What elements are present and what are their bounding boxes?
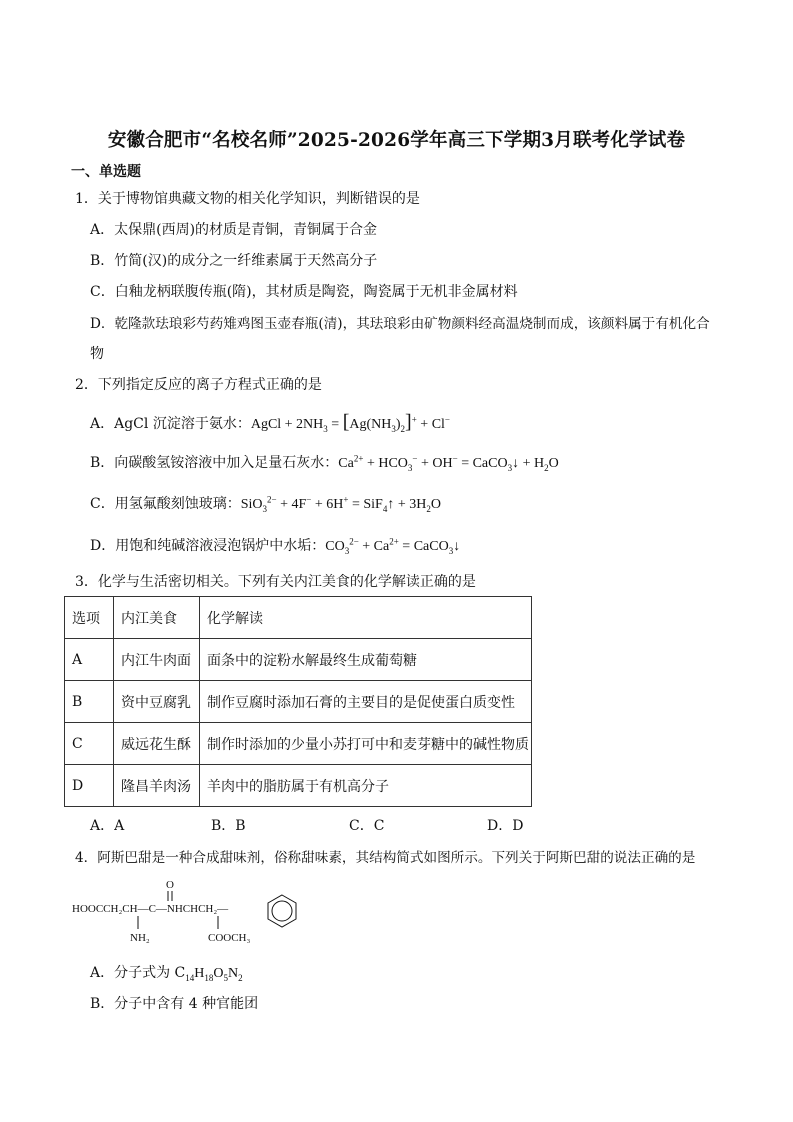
question-2-stem: 2．下列指定反应的离子方程式正确的是 [75, 377, 322, 393]
question-4-option-a-text: A．分子式为 C [90, 965, 186, 981]
table-cell: D [65, 765, 114, 807]
table-cell: 隆昌羊肉汤 [114, 765, 200, 807]
equation-d: $CO_3^{2-} + Ca^{2+}$ = CaCO$_3$↓ [325, 536, 461, 556]
question-3-choice-b: B．B [211, 818, 246, 834]
table-cell: A [65, 639, 114, 681]
table-cell: 面条中的淀粉水解最终生成葡萄糖 [200, 639, 532, 681]
question-2-option-d-text: D．用饱和纯碱溶液浸泡锅炉中水垢： [90, 538, 326, 554]
equation-b: $Ca^{2+} + HCO_3^- + OH^-$ = CaCO$_3$↓ + $H_2O$ [338, 453, 559, 473]
question-1-option-d-line1: D．乾隆款珐琅彩芍药雉鸡图玉壶春瓶(清)，其珐琅彩由矿物颜料经高温烧制而成，该颜料属于有机化合 [90, 316, 710, 332]
question-2-option-a-text: A．AgCl 沉淀溶于氨水： [90, 416, 251, 432]
question-1-stem: 1．关于博物馆典藏文物的相关化学知识，判断错误的是 [75, 191, 420, 207]
table-cell: 威远花生酥 [114, 723, 200, 765]
table-row [65, 765, 532, 807]
question-1-option-c: C．白釉龙柄联腹传瓶(隋)，其材质是陶瓷，陶瓷属于无机非金属材料 [90, 284, 518, 300]
question-2-option-b-text: B．向碳酸氢铵溶液中加入足量石灰水： [90, 455, 339, 471]
carbonyl-oxygen-label: O [166, 879, 174, 891]
table-cell: 羊肉中的脂肪属于有机高分子 [200, 765, 532, 807]
question-4-option-b: B．分子中含有 4 种官能团 [90, 996, 259, 1012]
question-3-choice-d: D．D [487, 818, 524, 834]
table-cell: 制作豆腐时添加石膏的主要目的是促使蛋白质变性 [200, 681, 532, 723]
main-chain-label: HOOCCH₂CH—C—NHCHCH₂— [72, 903, 229, 915]
table-cell: C [65, 723, 114, 765]
table-header-row [65, 597, 532, 639]
question-2-option-a [90, 411, 450, 434]
question-1-option-a: A．太保鼎(西周)的材质是青铜，青铜属于合金 [90, 222, 378, 238]
table-row [65, 681, 532, 723]
molecular-formula: $_{14}H_{18}O_5N_2$ [185, 966, 243, 983]
table-cell: 资中豆腐乳 [114, 681, 200, 723]
table-cell: 制作时添加的少量小苏打可中和麦芽糖中的碱性物质 [200, 723, 532, 765]
question-3-choice-a: A．A [90, 818, 125, 834]
section-heading: 一、单选题 [71, 164, 141, 180]
question-4-stem: 4．阿斯巴甜是一种合成甜味剂，俗称甜味素，其结构简式如图所示。下列关于阿斯巴甜的说法正确的是 [75, 850, 696, 866]
benzene-ring-circle [272, 901, 292, 921]
question-4-option-a [90, 962, 243, 982]
question-2-option-d [90, 535, 460, 555]
table-header-cell: 内江美食 [114, 597, 200, 639]
question-3-choice-c: C．C [349, 818, 385, 834]
question-2-option-c [90, 493, 441, 513]
amino-group-label: NH₂ [130, 932, 150, 944]
equation-c: SiO$_3^{2-}$ + 4F− + 6H+ = SiF$_4$↑ + $3H_2O$ [240, 494, 441, 514]
question-3-stem: 3．化学与生活密切相关。下列有关内江美食的化学解读正确的是 [75, 574, 476, 590]
equation-a: AgCl + $2NH_3 = [Ag(NH_3)_2]^+ + Cl^-$ [250, 411, 450, 434]
table-cell: B [65, 681, 114, 723]
food-chemistry-table [64, 596, 532, 807]
question-2-option-c-text: C．用氢氟酸刻蚀玻璃： [90, 496, 241, 512]
aspartame-structure [68, 876, 308, 948]
table-header-cell: 化学解读 [200, 597, 532, 639]
table-header-cell: 选项 [65, 597, 114, 639]
table-cell: 内江牛肉面 [114, 639, 200, 681]
ester-group-label: COOCH₃ [208, 932, 251, 944]
table-row [65, 639, 532, 681]
table-row [65, 723, 532, 765]
question-2-option-b [90, 452, 559, 472]
question-1-option-b: B．竹简(汉)的成分之一纤维素属于天然高分子 [90, 253, 378, 269]
page-title: 安徽合肥市“名校名师”2025-2026学年高三下学期3月联考化学试卷 [107, 130, 686, 151]
question-1-option-d-line2: 物 [90, 346, 104, 362]
